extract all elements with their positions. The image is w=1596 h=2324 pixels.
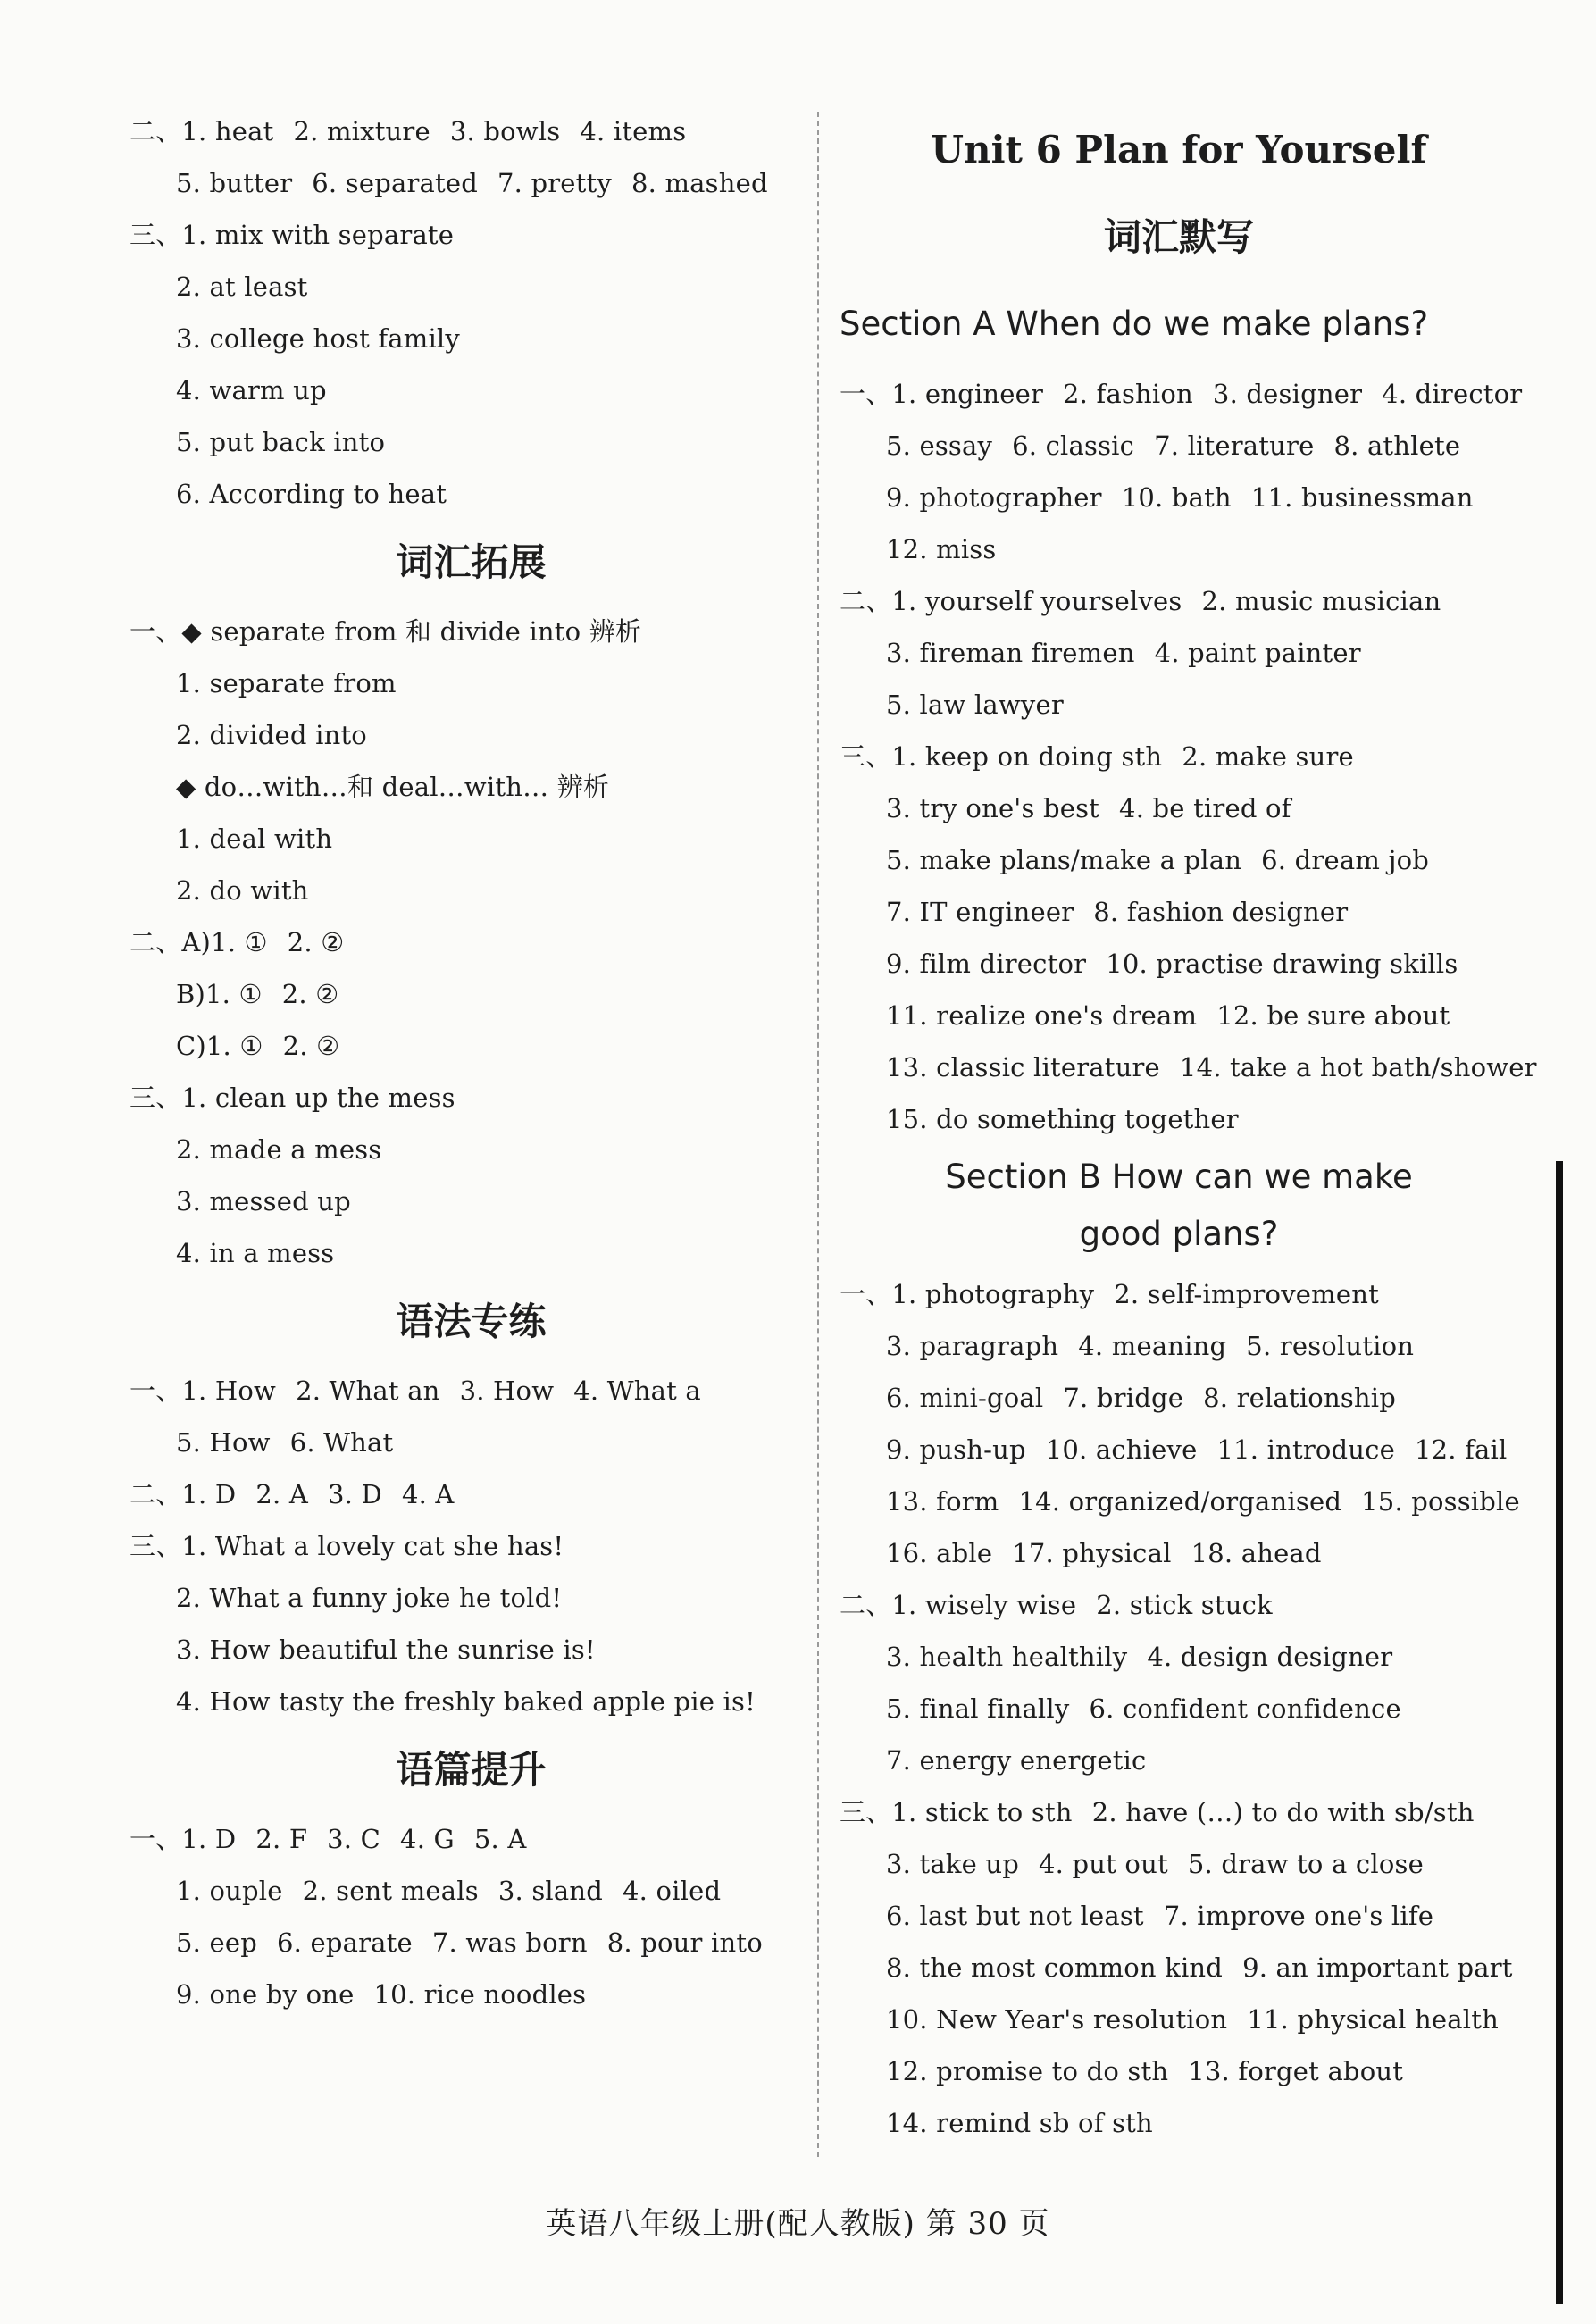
answer-item: 8. athlete (1333, 431, 1461, 461)
answer-line (130, 1520, 813, 1572)
answer-item: 5. butter (176, 168, 293, 198)
answer-line (840, 1683, 1518, 1735)
answer-item: 11. businessman (1250, 482, 1474, 513)
answer-line (840, 1527, 1518, 1579)
answer-item: 5. essay (886, 431, 993, 461)
answer-item: 1. deal with (176, 823, 333, 854)
answer-item: 二、1. yourself yourselves (840, 586, 1182, 616)
answer-item: 13. classic literature (886, 1052, 1160, 1083)
answer-line (130, 1969, 813, 2020)
answer-line (130, 916, 813, 968)
answer-line (840, 1579, 1518, 1631)
answer-item: 12. be sure about (1216, 1000, 1450, 1031)
answer-item: 三、1. stick to sth (840, 1797, 1073, 1827)
answer-line (840, 1424, 1518, 1475)
answer-line (130, 1624, 813, 1676)
answer-line (840, 368, 1523, 420)
answer-item: 2. music musician (1201, 586, 1441, 616)
answer-line (130, 1865, 813, 1917)
answer-item: 6. dream job (1261, 845, 1430, 875)
answer-item: 二、A)1. ① (130, 927, 268, 957)
answer-item: 13. forget about (1188, 2056, 1404, 2086)
answer-item: 2. self-improvement (1114, 1279, 1379, 1309)
answer-item: 3. D (327, 1479, 382, 1509)
answer-item: 7. literature (1154, 431, 1315, 461)
answer-line (840, 1475, 1518, 1527)
answer-line (130, 1676, 813, 1727)
answer-line (840, 472, 1518, 523)
answer-item: 9. film director (886, 949, 1087, 979)
answer-item: 10. bath (1121, 482, 1232, 513)
answer-line (840, 731, 1518, 782)
answer-item: 二、1. heat (130, 116, 274, 146)
answer-item: 10. practise drawing skills (1106, 949, 1458, 979)
answer-line (130, 1468, 813, 1520)
answer-item: 10. achieve (1045, 1434, 1198, 1465)
answer-item: 7. energy energetic (886, 1745, 1147, 1776)
answer-item: 10. rice noodles (373, 1979, 587, 2010)
answer-item: 17. physical (1012, 1538, 1172, 1568)
answer-item: 6. separated (312, 168, 478, 198)
column-divider (817, 112, 819, 2157)
answer-item: 2. ② (281, 979, 339, 1009)
answer-item: 6. last but not least (886, 1901, 1144, 1931)
answer-line (130, 1813, 813, 1865)
answer-item: 6. What (289, 1427, 394, 1458)
answer-item: 3. college host family (176, 323, 460, 354)
answer-item: 二、1. wisely wise (840, 1590, 1077, 1620)
answer-item: 14. take a hot bath/shower (1179, 1052, 1537, 1083)
answer-line (130, 364, 813, 416)
answer-item: C)1. ① (176, 1031, 263, 1061)
answer-item: 13. form (886, 1486, 999, 1517)
answer-item: 三、1. mix with separate (130, 220, 455, 250)
answer-line (840, 1041, 1537, 1093)
section-b-title-line-1: Section B How can we make (945, 1158, 1413, 1196)
answer-item: 2. make sure (1182, 741, 1354, 772)
answers-block-1 (130, 105, 813, 520)
answer-item: 5. draw to a close (1187, 1849, 1424, 1879)
page-edge-shadow (1556, 1161, 1563, 2304)
answer-item: 14. remind sb of sth (886, 2108, 1153, 2138)
answer-item: 4. oiled (623, 1876, 722, 1906)
answer-item: 7. IT engineer (886, 897, 1074, 927)
answer-line (840, 575, 1518, 627)
answer-item: B)1. ① (176, 979, 263, 1009)
answer-item: 3. designer (1212, 379, 1363, 409)
answer-item: 8. relationship (1203, 1383, 1397, 1413)
answer-item: 5. How (176, 1427, 271, 1458)
answer-item: 2. divided into (176, 720, 367, 750)
answer-line (130, 313, 813, 364)
answer-line (840, 627, 1518, 679)
answer-line (130, 468, 813, 520)
answer-item: 6. eparate (276, 1927, 413, 1958)
answer-item: 2. What an (296, 1375, 440, 1406)
answer-line (840, 523, 1518, 575)
answer-line (130, 1365, 813, 1417)
answer-item: 3. sland (497, 1876, 604, 1906)
answer-item: 一、1. How (130, 1375, 277, 1406)
answer-line (840, 1631, 1518, 1683)
answer-item: 一、1. engineer (840, 379, 1044, 409)
answer-item: 5. law lawyer (886, 690, 1064, 720)
answer-line (840, 679, 1518, 731)
answer-item: 11. introduce (1216, 1434, 1395, 1465)
answer-item: 9. push-up (886, 1434, 1026, 1465)
answer-line (130, 157, 813, 209)
right-column (840, 105, 1537, 2149)
heading-vocab-extension: 词汇拓展 (396, 540, 547, 584)
answer-item: 三、1. keep on doing sth (840, 741, 1163, 772)
answer-item: 4. meaning (1078, 1331, 1227, 1361)
answer-item: 一、1. D (130, 1824, 237, 1854)
answer-line (130, 761, 813, 813)
answer-line (840, 1268, 1518, 1320)
answer-item: 4. design designer (1147, 1642, 1393, 1672)
answer-item: 3. How (459, 1375, 555, 1406)
answer-item: 3. fireman firemen (886, 638, 1135, 668)
answer-item: 3. C (327, 1824, 381, 1854)
left-column (130, 105, 813, 2020)
answer-item: 12. promise to do sth (886, 2056, 1169, 2086)
answer-item: 1. separate from (176, 668, 397, 698)
answer-item: 5. eep (176, 1927, 257, 1958)
answer-item: 4. director (1382, 379, 1523, 409)
section-a-answers (840, 368, 1537, 1145)
answer-line (130, 1020, 813, 1072)
answer-item: 3. health healthily (886, 1642, 1128, 1672)
answer-item: 9. photographer (886, 482, 1102, 513)
answer-item: 3. How beautiful the sunrise is! (176, 1634, 596, 1665)
section-a-title: Section A When do we make plans? (840, 305, 1429, 343)
answer-line (840, 2097, 1518, 2149)
answer-item: 二、1. D (130, 1479, 237, 1509)
answer-item: 5. A (473, 1824, 527, 1854)
answer-item: 11. realize one's dream (886, 1000, 1198, 1031)
answer-line (840, 990, 1518, 1041)
answer-item: 2. have (…) to do with sb/sth (1091, 1797, 1475, 1827)
answer-item: 2. do with (176, 875, 309, 906)
answer-item: 2. fashion (1063, 379, 1193, 409)
answer-item: 4. paint painter (1154, 638, 1361, 668)
answer-item: 11. physical health (1247, 2004, 1499, 2035)
heading-vocab-dictation: 词汇默写 (1103, 215, 1254, 259)
answer-line (130, 813, 813, 865)
answer-item: 4. items (580, 116, 687, 146)
answer-item: 4. G (400, 1824, 455, 1854)
answer-item: 2. ② (282, 1031, 340, 1061)
answer-line (130, 1917, 813, 1969)
answer-line (840, 420, 1518, 472)
answer-item: 4. A (401, 1479, 455, 1509)
answer-item: 2. sent meals (302, 1876, 479, 1906)
answer-item: 4. in a mess (176, 1238, 335, 1268)
section-b-title-line-2: good plans? (1079, 1215, 1279, 1253)
answer-item: 5. make plans/make a plan (886, 845, 1242, 875)
answer-item: 7. pretty (497, 168, 612, 198)
answer-line (840, 1735, 1518, 1786)
answer-line (130, 709, 813, 761)
answer-item: 5. resolution (1246, 1331, 1415, 1361)
answer-item: 6. mini-goal (886, 1383, 1044, 1413)
answer-item: 6. According to heat (176, 479, 447, 509)
answer-line (130, 968, 813, 1020)
answer-line (840, 1942, 1518, 1994)
answer-item: 7. was born (431, 1927, 588, 1958)
answer-item: 16. able (886, 1538, 993, 1568)
answer-item: 5. final finally (886, 1693, 1070, 1724)
answer-line (130, 1227, 813, 1279)
answer-item: 8. mashed (631, 168, 768, 198)
answer-item: 7. improve one's life (1163, 1901, 1434, 1931)
answer-item: 3. take up (886, 1849, 1020, 1879)
answer-line (840, 1372, 1518, 1424)
answer-item: 8. fashion designer (1093, 897, 1349, 927)
answer-item: 2. A (255, 1479, 308, 1509)
answer-line (840, 2045, 1518, 2097)
answer-item: 6. confident confidence (1089, 1693, 1401, 1724)
answer-line (130, 657, 813, 709)
answer-line (840, 938, 1518, 990)
page-footer: 英语八年级上册(配人教版) 第 30 页 (546, 2206, 1050, 2242)
answer-item: 2. mixture (293, 116, 430, 146)
answer-line (840, 782, 1518, 834)
answer-line (130, 105, 813, 157)
answer-line (840, 886, 1518, 938)
answer-line (840, 1890, 1518, 1942)
answer-item: 7. bridge (1063, 1383, 1184, 1413)
answer-line (130, 1417, 813, 1468)
answer-item: 三、1. What a lovely cat she has! (130, 1531, 564, 1561)
answer-item: 3. messed up (176, 1186, 351, 1216)
answer-item: 4. put out (1039, 1849, 1168, 1879)
answer-item: 14. organized/organised (1018, 1486, 1342, 1517)
answer-item: 4. How tasty the freshly baked apple pie is! (176, 1686, 756, 1717)
answer-line (130, 261, 813, 313)
answer-item: 6. classic (1012, 431, 1135, 461)
answers-block-4 (130, 1813, 813, 2020)
answer-item: 4. be tired of (1119, 793, 1291, 823)
heading-grammar: 语法专练 (396, 1300, 547, 1343)
answer-line (840, 834, 1518, 886)
answer-item: 12. miss (886, 534, 997, 564)
answer-item: 2. What a funny joke he told! (176, 1583, 563, 1613)
answers-block-3 (130, 1365, 813, 1727)
answer-item: 3. bowls (449, 116, 561, 146)
answer-item: 4. What a (573, 1375, 701, 1406)
answer-item: 三、1. clean up the mess (130, 1083, 455, 1113)
answer-line (130, 416, 813, 468)
answer-item: 9. an important part (1242, 1952, 1513, 1983)
answer-item: 2. made a mess (176, 1134, 382, 1165)
answer-line (840, 1786, 1518, 1838)
answer-line (130, 1572, 813, 1624)
answer-item: 9. one by one (176, 1979, 355, 2010)
section-b-title (840, 1145, 1518, 1268)
answer-line (130, 1072, 813, 1124)
answer-item: ◆ do…with…和 deal…with… 辨析 (176, 772, 610, 802)
answer-line (130, 209, 813, 261)
answer-item: 15. do something together (886, 1104, 1239, 1134)
answer-item: 一、1. photography (840, 1279, 1095, 1309)
answer-item: 2. F (255, 1824, 308, 1854)
answer-item: 10. New Year's resolution (886, 2004, 1228, 2035)
answer-item: 2. at least (176, 272, 308, 302)
answer-line (840, 1093, 1518, 1145)
answer-item: 15. possible (1361, 1486, 1520, 1517)
unit-title: Unit 6 Plan for Yourself (931, 128, 1427, 171)
answer-line (130, 1175, 813, 1227)
answer-item: 12. fail (1414, 1434, 1508, 1465)
answer-item: 5. put back into (176, 427, 386, 457)
answer-line (130, 606, 813, 657)
answer-item: 8. pour into (606, 1927, 763, 1958)
answer-item: 4. warm up (176, 375, 327, 405)
answer-line (840, 1838, 1518, 1890)
heading-reading: 语篇提升 (396, 1748, 547, 1792)
section-b-answers (840, 1268, 1518, 2149)
answer-item: 2. ② (287, 927, 345, 957)
answer-item: 3. try one's best (886, 793, 1100, 823)
answer-line (840, 1320, 1518, 1372)
answer-line (840, 1994, 1518, 2045)
answer-item: 1. ouple (176, 1876, 283, 1906)
answers-block-2 (130, 606, 813, 1279)
answer-item: 一、◆ separate from 和 divide into 辨析 (130, 616, 642, 647)
answer-line (130, 865, 813, 916)
answer-item: 18. ahead (1191, 1538, 1322, 1568)
answer-item: 3. paragraph (886, 1331, 1059, 1361)
answer-line (130, 1124, 813, 1175)
answer-item: 2. stick stuck (1096, 1590, 1273, 1620)
answer-item: 8. the most common kind (886, 1952, 1224, 1983)
